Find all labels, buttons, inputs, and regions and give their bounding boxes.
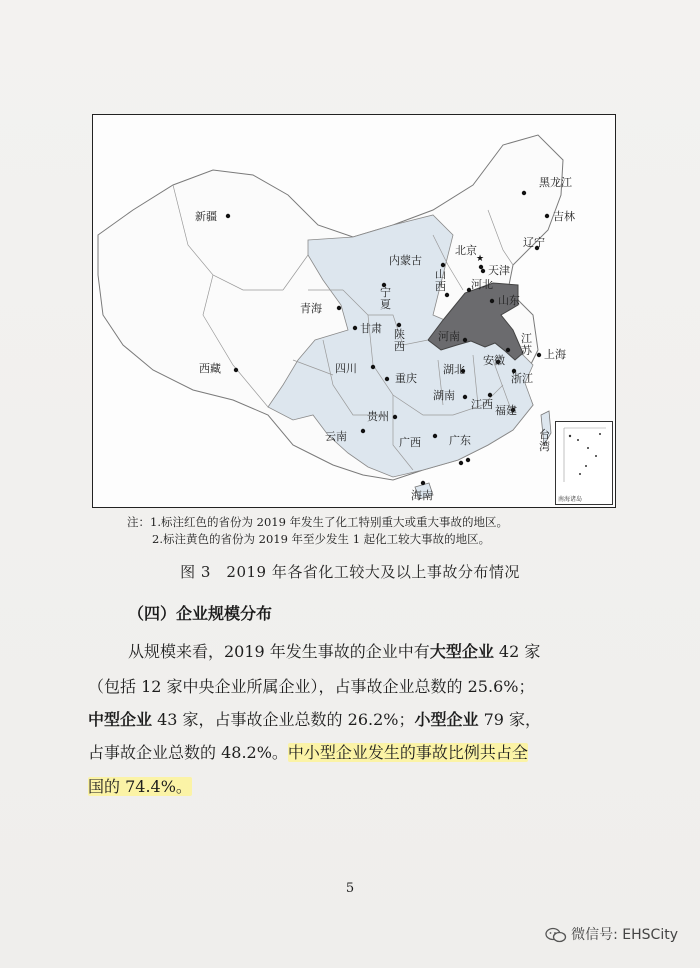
label-yunnan: 云南 bbox=[325, 430, 347, 443]
label-sichuan: 四川 bbox=[335, 362, 357, 375]
paragraph-line-1 bbox=[128, 639, 540, 662]
paragraph-line-5 bbox=[88, 774, 192, 797]
label-gansu: 甘肃 bbox=[360, 322, 382, 335]
map-note-2: 2.标注黄色的省份为 2019 年至少发生 1 起化工较大事故的地区。 bbox=[152, 532, 491, 546]
label-taiwan: 台湾 bbox=[539, 428, 550, 453]
bold-small-enterprise: 小型企业 bbox=[414, 710, 479, 729]
label-fujian: 福建 bbox=[495, 404, 517, 417]
label-anhui: 安徽 bbox=[483, 354, 505, 367]
label-xizang: 西藏 bbox=[199, 362, 221, 375]
label-guangdong: 广东 bbox=[449, 434, 471, 447]
label-zhejiang: 浙江 bbox=[511, 372, 533, 385]
paragraph-line-3 bbox=[88, 707, 541, 730]
label-ningxia: 宁夏 bbox=[380, 286, 391, 311]
label-xinjiang: 新疆 bbox=[195, 210, 217, 223]
paragraph-line-2: （包括 12 家中央企业所属企业），占事故企业总数的 25.6%； bbox=[88, 677, 535, 696]
label-hainan: 海南 bbox=[411, 489, 433, 502]
bold-large-enterprise: 大型企业 bbox=[429, 642, 494, 661]
label-neimenggu: 内蒙古 bbox=[389, 254, 422, 267]
label-qinghai: 青海 bbox=[300, 302, 322, 315]
label-chongqing: 重庆 bbox=[395, 372, 417, 385]
text-span: 占事故企业总数的 48.2%。 bbox=[88, 743, 288, 762]
inset-label: 南海诸岛 bbox=[558, 496, 583, 503]
label-liaoning: 辽宁 bbox=[523, 236, 545, 249]
highlighted-text: 国的 74.4%。 bbox=[88, 777, 192, 796]
label-heilongjiang: 黑龙江 bbox=[539, 176, 572, 189]
label-jiangsu: 江苏 bbox=[521, 332, 532, 357]
label-henan: 河南 bbox=[438, 330, 460, 343]
label-shandong: 山东 bbox=[498, 294, 520, 307]
label-beijing: 北京 bbox=[455, 244, 477, 257]
capital-star-icon: ★ bbox=[476, 254, 485, 264]
label-shaanxi: 陕西 bbox=[394, 328, 405, 353]
text-span: 79 家， bbox=[478, 710, 542, 729]
label-guangxi: 广西 bbox=[399, 436, 421, 449]
map-note-1: 注：1.标注红色的省份为 2019 年发生了化工特别重大或重大事故的地区。 bbox=[127, 515, 509, 529]
text-span: 43 家，占事故企业总数的 26.2%； bbox=[152, 710, 415, 729]
paragraph-line-4 bbox=[88, 740, 528, 763]
label-hubei: 湖北 bbox=[443, 363, 465, 376]
label-hunan: 湖南 bbox=[433, 389, 455, 402]
highlighted-text: 中小型企业发生的事故比例共占全 bbox=[287, 743, 528, 762]
china-accident-map bbox=[92, 114, 616, 508]
label-shanxi: 山西 bbox=[435, 268, 446, 293]
bold-medium-enterprise: 中型企业 bbox=[88, 710, 153, 729]
wechat-icon bbox=[545, 927, 567, 943]
figure-caption: 图 3 2019 年各省化工较大及以上事故分布情况 bbox=[180, 563, 520, 581]
wechat-watermark bbox=[545, 924, 678, 944]
label-jilin: 吉林 bbox=[553, 210, 575, 223]
south-china-sea-inset bbox=[555, 421, 613, 505]
label-tianjin: 天津 bbox=[488, 264, 510, 277]
section-heading: （四）企业规模分布 bbox=[128, 604, 273, 623]
text-span: 42 家 bbox=[493, 642, 541, 661]
map-graphic bbox=[93, 115, 615, 507]
label-jiangxi: 江西 bbox=[471, 398, 493, 411]
label-guizhou: 贵州 bbox=[367, 410, 389, 423]
label-shanghai: 上海 bbox=[544, 348, 566, 361]
inset-islands bbox=[556, 422, 612, 492]
text-span: 从规模来看，2019 年发生事故的企业中有 bbox=[128, 642, 430, 661]
page-number: 5 bbox=[345, 881, 355, 896]
label-hebei: 河北 bbox=[471, 278, 493, 291]
watermark-text: 微信号: EHSCity bbox=[571, 927, 678, 943]
